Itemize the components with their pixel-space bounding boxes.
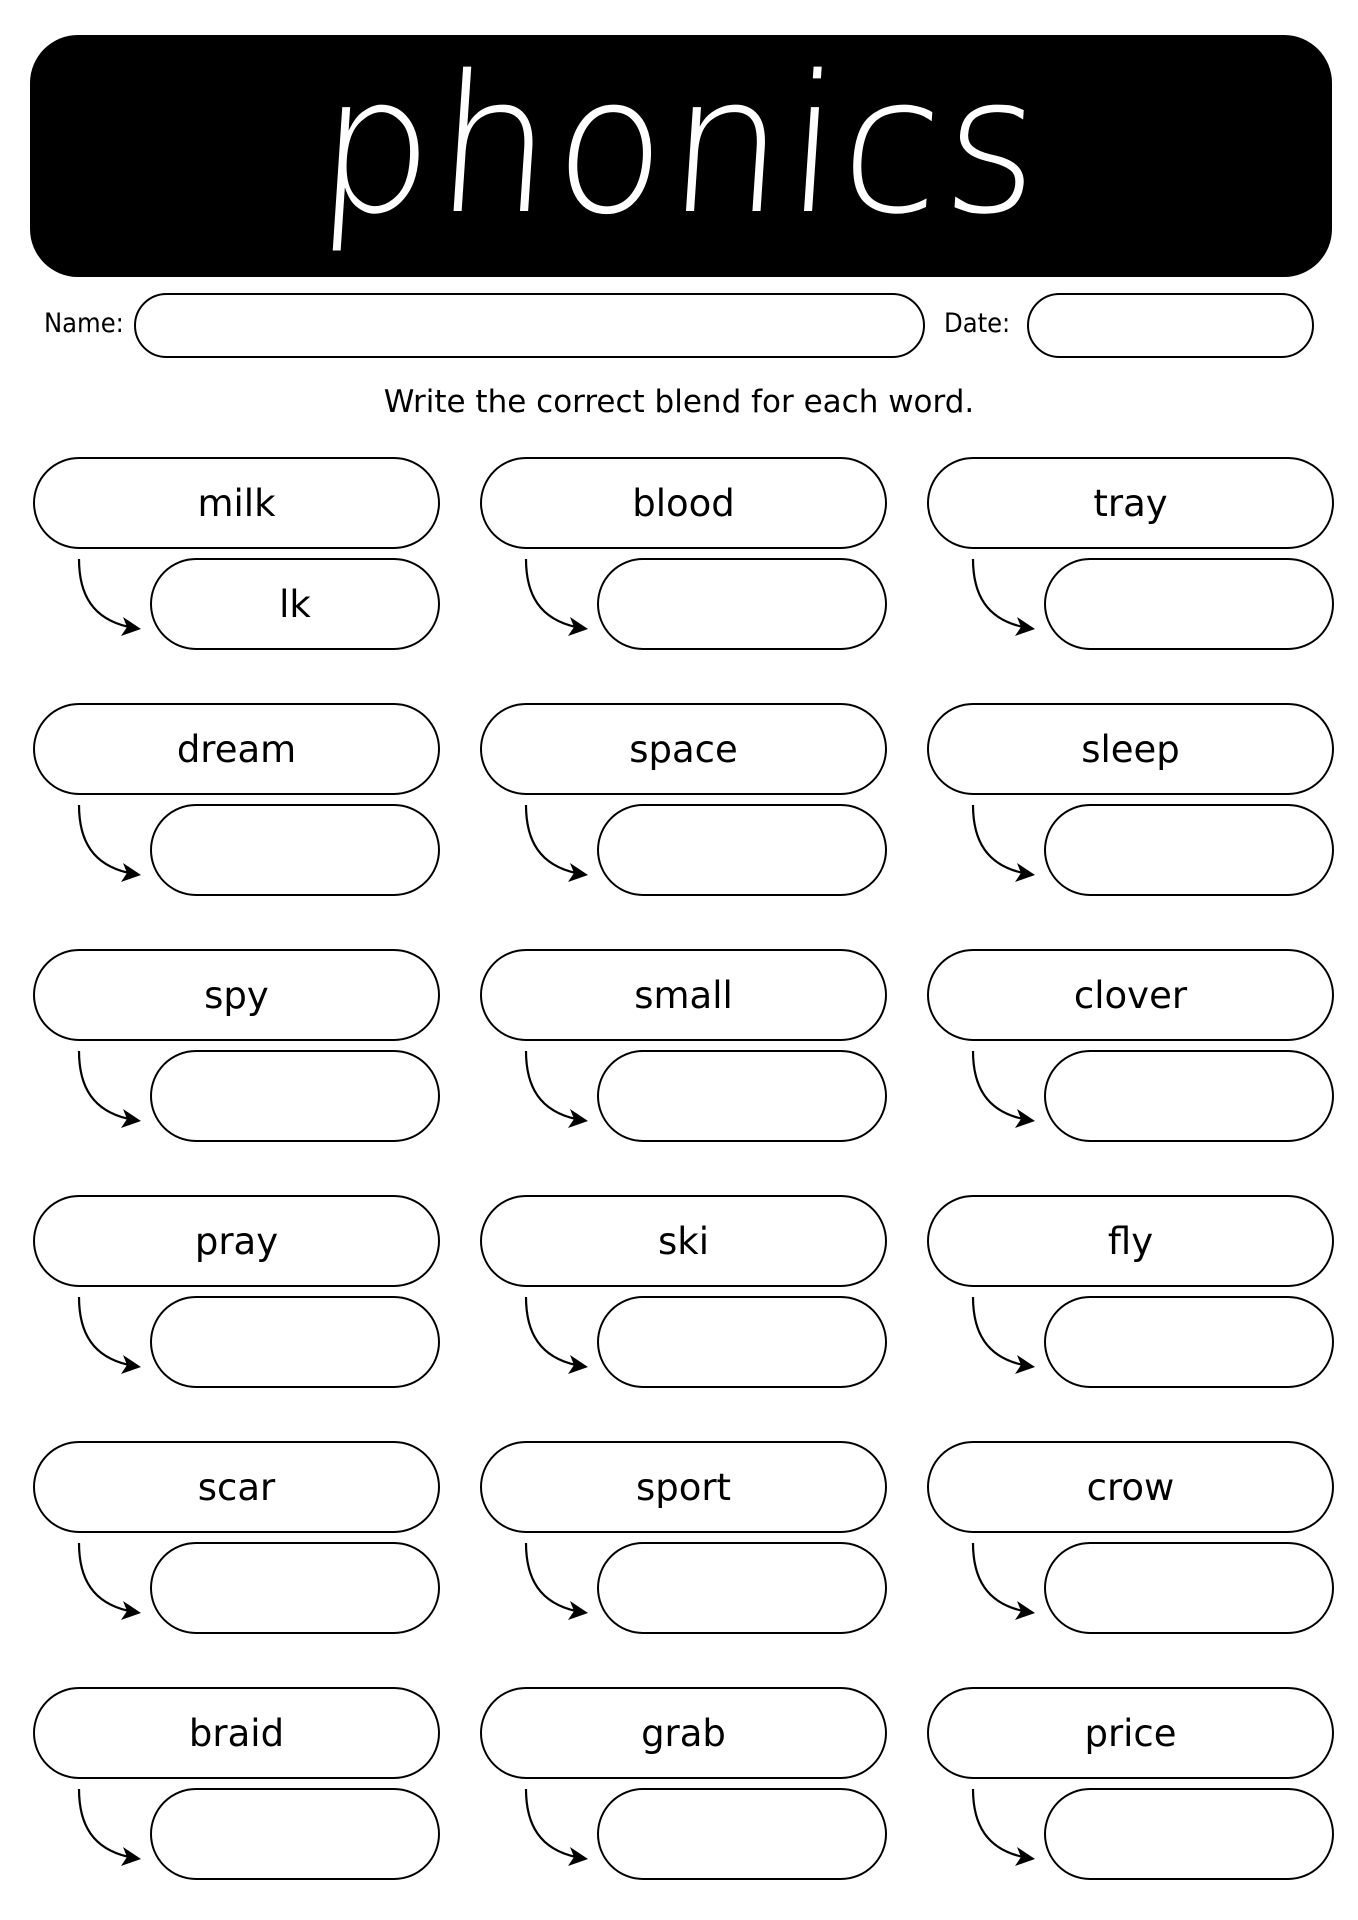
date-label: Date: xyxy=(944,308,1011,339)
word-text: small xyxy=(634,973,733,1017)
answer-box[interactable] xyxy=(150,1050,440,1142)
answer-box[interactable] xyxy=(1044,804,1334,896)
word-text: sleep xyxy=(1081,727,1180,771)
curved-arrow-icon xyxy=(71,1295,151,1375)
curved-arrow-icon xyxy=(71,1049,151,1129)
word-box xyxy=(927,457,1334,549)
answer-box[interactable] xyxy=(1044,1542,1334,1634)
word-box xyxy=(927,1195,1334,1287)
word-text: blood xyxy=(632,481,735,525)
curved-arrow-icon xyxy=(518,1541,598,1621)
answer-box[interactable] xyxy=(1044,1788,1334,1880)
word-text: space xyxy=(629,727,738,771)
answer-box[interactable] xyxy=(1044,1050,1334,1142)
curved-arrow-icon xyxy=(71,1541,151,1621)
name-label: Name: xyxy=(44,308,124,339)
curved-arrow-icon xyxy=(518,1295,598,1375)
page-title: phonics xyxy=(311,35,1051,256)
answer-box[interactable] xyxy=(150,558,440,650)
curved-arrow-icon xyxy=(965,803,1045,883)
word-box xyxy=(480,457,887,549)
word-box xyxy=(480,1687,887,1779)
word-box xyxy=(33,1195,440,1287)
curved-arrow-icon xyxy=(965,1049,1045,1129)
word-box xyxy=(927,949,1334,1041)
curved-arrow-icon xyxy=(518,1787,598,1867)
curved-arrow-icon xyxy=(71,557,151,637)
word-text: crow xyxy=(1086,1465,1175,1509)
curved-arrow-icon xyxy=(71,1787,151,1867)
curved-arrow-icon xyxy=(518,557,598,637)
word-text: milk xyxy=(197,481,276,525)
curved-arrow-icon xyxy=(71,803,151,883)
word-box xyxy=(33,1441,440,1533)
answer-box[interactable] xyxy=(150,1542,440,1634)
curved-arrow-icon xyxy=(518,803,598,883)
instruction-text: Write the correct blend for each word. xyxy=(383,384,975,420)
word-box xyxy=(33,457,440,549)
answer-box[interactable] xyxy=(597,804,887,896)
answer-text: lk xyxy=(279,582,311,626)
word-text: price xyxy=(1084,1711,1177,1755)
word-text: clover xyxy=(1073,973,1188,1017)
word-box xyxy=(33,1687,440,1779)
word-text: tray xyxy=(1093,481,1168,525)
word-text: braid xyxy=(188,1711,285,1755)
answer-box[interactable] xyxy=(150,804,440,896)
word-box xyxy=(480,1195,887,1287)
word-text: spy xyxy=(204,973,269,1017)
word-box xyxy=(927,703,1334,795)
name-field[interactable] xyxy=(134,293,925,358)
word-box xyxy=(480,949,887,1041)
answer-box[interactable] xyxy=(597,1542,887,1634)
answer-box[interactable] xyxy=(597,1788,887,1880)
answer-box[interactable] xyxy=(597,1296,887,1388)
word-text: grab xyxy=(641,1711,726,1755)
curved-arrow-icon xyxy=(965,1541,1045,1621)
answer-box[interactable] xyxy=(1044,558,1334,650)
word-text: sport xyxy=(635,1465,732,1509)
answer-box[interactable] xyxy=(150,1788,440,1880)
word-box xyxy=(927,1687,1334,1779)
title-banner xyxy=(30,35,1332,277)
word-text: dream xyxy=(176,727,297,771)
curved-arrow-icon xyxy=(965,1295,1045,1375)
word-text: ski xyxy=(658,1219,709,1263)
word-box xyxy=(480,703,887,795)
word-box xyxy=(33,949,440,1041)
curved-arrow-icon xyxy=(518,1049,598,1129)
curved-arrow-icon xyxy=(965,1787,1045,1867)
answer-box[interactable] xyxy=(150,1296,440,1388)
word-text: fly xyxy=(1107,1219,1154,1263)
answer-box[interactable] xyxy=(597,1050,887,1142)
date-field[interactable] xyxy=(1027,293,1314,358)
word-box xyxy=(33,703,440,795)
curved-arrow-icon xyxy=(965,557,1045,637)
word-text: pray xyxy=(194,1219,279,1263)
answer-box[interactable] xyxy=(597,558,887,650)
answer-box[interactable] xyxy=(1044,1296,1334,1388)
word-box xyxy=(927,1441,1334,1533)
word-text: scar xyxy=(197,1465,276,1509)
word-box xyxy=(480,1441,887,1533)
